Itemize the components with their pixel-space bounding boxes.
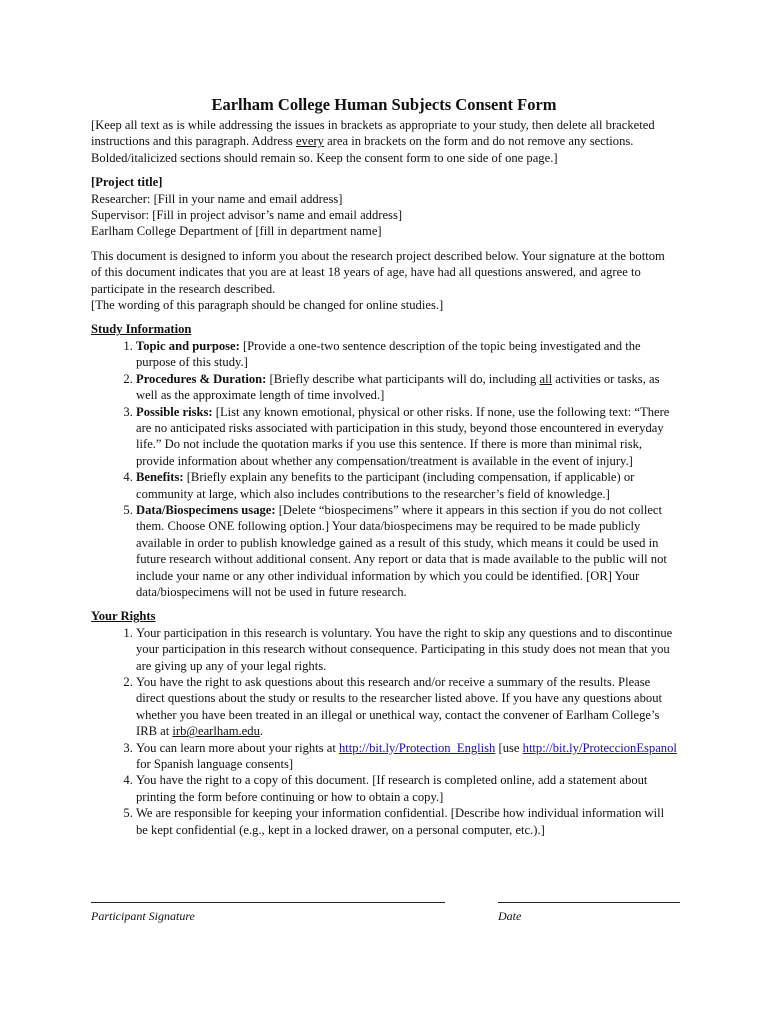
item-text: . xyxy=(259,724,264,739)
list-item xyxy=(136,404,677,470)
item-text: [Briefly explain any benefits to the participant (including compensation, if applicable) or community at large, which also includes contributions to the researcher’s field of knowledge.] xyxy=(136,470,635,501)
date-label: Date xyxy=(498,909,522,923)
form-content xyxy=(91,95,677,838)
list-item xyxy=(136,502,677,600)
item-label: Procedures & Duration: xyxy=(136,371,267,386)
page-title: Earlham College Human Subjects Consent Form xyxy=(211,95,557,114)
instructions-part2: area in brackets on the form and do not remove any sections. Bolded/italicized sections should remain so. Keep the consent form to one side of one page.] xyxy=(91,134,634,165)
online-note: [The wording of this paragraph should be changed for online studies.] xyxy=(91,298,444,313)
irb-email-link[interactable]: irb@earlham.edu xyxy=(172,724,260,739)
protection-english-link[interactable]: http://bit.ly/Protection_English xyxy=(338,740,496,755)
item-text: activities or tasks, as well as the approximate length of time involved.] xyxy=(136,371,660,403)
project-info xyxy=(91,174,677,240)
item-text: [use xyxy=(495,740,523,755)
instructions-part1: [Keep all text as is while addressing the issues in brackets as appropriate to your study, then delete all bracketed instructions and this paragraph. Address xyxy=(91,118,655,149)
signature-row xyxy=(91,902,681,932)
rights-list xyxy=(91,625,677,838)
researcher-line: Researcher: [Fill in your name and email address] xyxy=(91,191,343,206)
intro-text: This document is designed to inform you about the research project described below. Your signature at the bottom of this document indicates that you are at least 18 years of age, have had all questions answered, and agree to participate in the research described. xyxy=(91,248,665,296)
proteccion-espanol-link[interactable]: http://bit.ly/ProteccionEspanol xyxy=(522,740,677,755)
item-text: [List any known emotional, physical or other risks. If none, use the following text: “There are no anticipated risks associated with participation in this study, beyond those encountered in everyday life.” Do not include the quotation marks if you use this sentence. If there is more than minimal risk, provide information about whether any compensation/treatment is available in the event of injury.] xyxy=(136,404,670,468)
list-item: 5. We are responsible for keeping your information confidential. [Describe how individual information will be kept confidential (e.g., kept in a locked drawer, on a personal computer, etc.).] xyxy=(136,805,677,838)
item-text: [Delete “biospecimens” where it appears in this section if you do not collect them. Choose ONE following option.] Your data/biospecimens may be required to be made publicly available in order to publish knowledge gained as a result of this study, which means it could be used in future research without additional consent. Any report or data that is made available to the public will not include your name or any other individual information by which you could be identified. [OR] Your data/biospecimens will not be used in future research. xyxy=(136,502,667,599)
item-text: for Spanish language consents] xyxy=(136,757,294,772)
list-item: 1. Your participation in this research is voluntary. You have the right to skip any questions and to discontinue your participation in this research without consequence. Participating in this study does not mean that you are giving up any of your legal rights. xyxy=(136,625,677,674)
instructions-emphasis: every xyxy=(295,134,324,149)
item-label: Topic and purpose: xyxy=(136,338,240,353)
list-item xyxy=(136,338,677,371)
study-info-heading: Study Information xyxy=(91,322,192,337)
item-emphasis: all xyxy=(539,371,553,386)
item-text: [Briefly describe what participants will do, including xyxy=(266,371,540,386)
supervisor-line: Supervisor: [Fill in project advisor’s name and email address] xyxy=(91,208,403,223)
item-text: You can learn more about your rights at xyxy=(136,740,339,755)
project-title: [Project title] xyxy=(91,175,163,190)
item-text: You have the right to ask questions about this research and/or receive a summary of the results. Please direct questions about the study or results to the researcher listed above. If you have any questions about whether you have been treated in an illegal or unethical way, contact the convener of Earlham College’s IRB at xyxy=(136,675,662,739)
department-line: Earlham College Department of [fill in department name] xyxy=(91,224,382,239)
item-label: Possible risks: xyxy=(136,404,213,419)
list-item: 4. You have the right to a copy of this document. [If research is completed online, add a statement about printing the form before continuing or how to obtain a copy.] xyxy=(136,772,677,805)
list-item xyxy=(136,371,677,404)
intro-section xyxy=(91,248,677,314)
list-item xyxy=(136,674,677,740)
instructions-paragraph xyxy=(91,117,677,166)
list-item xyxy=(136,740,677,773)
item-text: [Provide a one-two sentence description of the topic being investigated and the purpose of this study.] xyxy=(136,338,641,370)
item-label: Data/Biospecimens usage: xyxy=(136,502,276,517)
item-label: Benefits: xyxy=(136,470,184,485)
participant-signature-label: Participant Signature xyxy=(91,909,195,923)
study-info-list xyxy=(91,338,677,601)
list-item xyxy=(136,469,677,502)
participant-signature-line[interactable] xyxy=(91,902,445,903)
your-rights-heading: Your Rights xyxy=(91,609,156,624)
date-line[interactable] xyxy=(498,902,680,903)
